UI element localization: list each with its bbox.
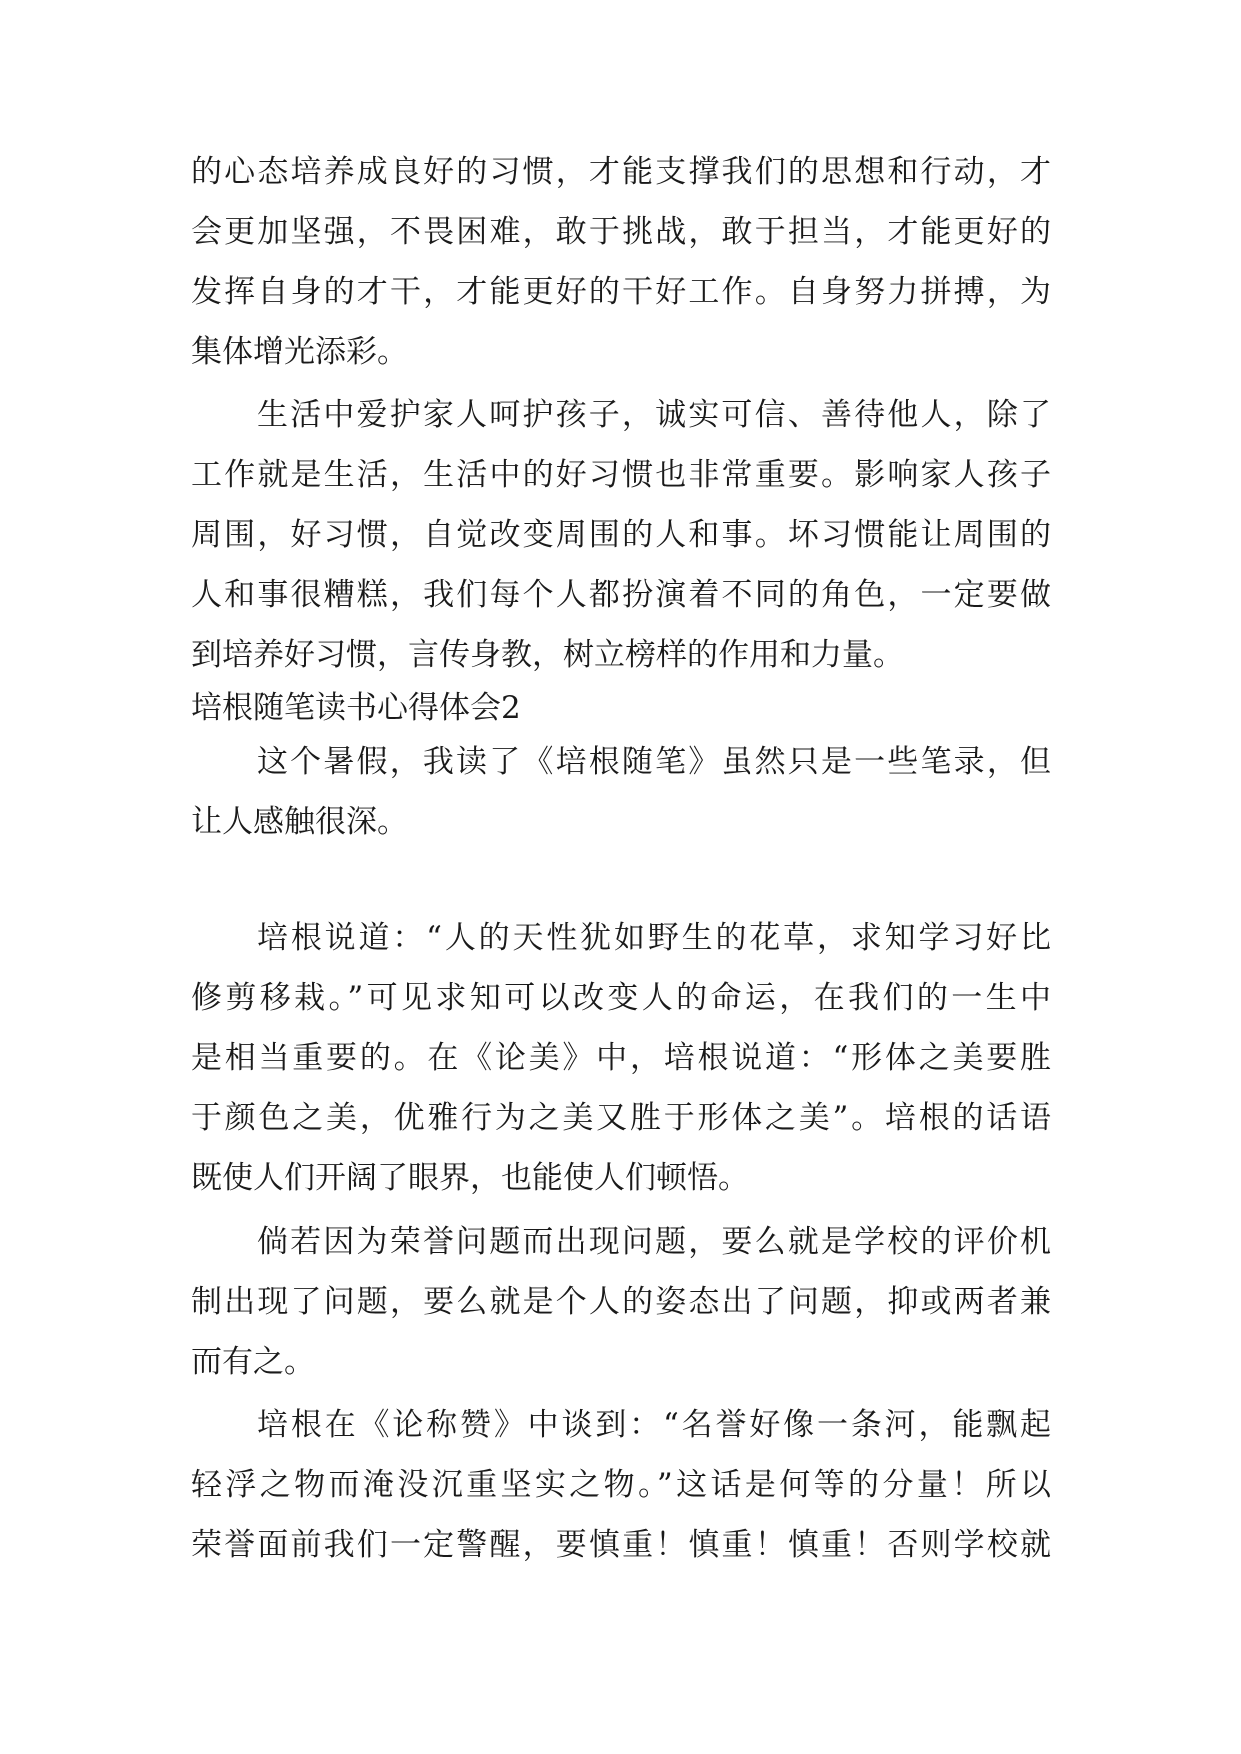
text-line: 人和事很糟糕，我们每个人都扮演着不同的角色，一定要做 bbox=[191, 577, 1051, 613]
section-heading: 培根随笔读书心得体会2 bbox=[191, 690, 521, 726]
text-line: 于颜色之美，优雅行为之美又胜于形体之美”。培根的话语 bbox=[191, 1100, 1051, 1136]
text-line: 让人感触很深。 bbox=[191, 804, 408, 840]
text-line: 培根在《论称赞》中谈到：“名誉好像一条河，能飘起 bbox=[257, 1407, 1051, 1443]
text-line: 是相当重要的。在《论美》中，培根说道：“形体之美要胜 bbox=[191, 1040, 1051, 1076]
text-line: 而有之。 bbox=[191, 1344, 315, 1380]
text-line: 这个暑假，我读了《培根随笔》虽然只是一些笔录，但 bbox=[257, 744, 1051, 780]
text-line: 生活中爱护家人呵护孩子，诚实可信、善待他人，除了 bbox=[257, 397, 1051, 433]
text-line: 工作就是生活，生活中的好习惯也非常重要。影响家人孩子 bbox=[191, 457, 1051, 493]
text-line: 轻浮之物而淹没沉重坚实之物。”这话是何等的分量！所以 bbox=[191, 1467, 1051, 1503]
text-line: 的心态培养成良好的习惯，才能支撑我们的思想和行动，才 bbox=[191, 154, 1051, 190]
text-line: 发挥自身的才干，才能更好的干好工作。自身努力拼搏，为 bbox=[191, 274, 1051, 310]
text-line: 荣誉面前我们一定警醒，要慎重！慎重！慎重！否则学校就 bbox=[191, 1527, 1051, 1563]
text-line: 集体增光添彩。 bbox=[191, 334, 408, 370]
text-line: 培根说道：“人的天性犹如野生的花草，求知学习好比 bbox=[257, 920, 1051, 956]
text-line: 周围，好习惯，自觉改变周围的人和事。坏习惯能让周围的 bbox=[191, 517, 1051, 553]
text-line: 既使人们开阔了眼界，也能使人们顿悟。 bbox=[191, 1160, 749, 1196]
text-line: 到培养好习惯，言传身教，树立榜样的作用和力量。 bbox=[191, 637, 904, 673]
text-line: 制出现了问题，要么就是个人的姿态出了问题，抑或两者兼 bbox=[191, 1284, 1051, 1320]
text-line: 会更加坚强，不畏困难，敢于挑战，敢于担当，才能更好的 bbox=[191, 214, 1051, 250]
text-line: 修剪移栽。”可见求知可以改变人的命运，在我们的一生中 bbox=[191, 980, 1051, 1016]
text-line: 倘若因为荣誉问题而出现问题，要么就是学校的评价机 bbox=[257, 1224, 1051, 1260]
